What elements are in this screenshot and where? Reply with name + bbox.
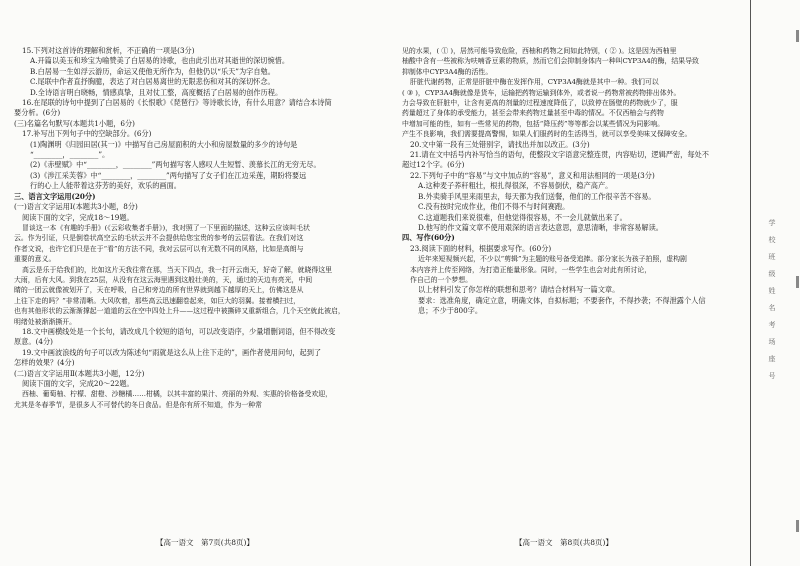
- text-line: B.白居易一生如浮云游历，命运又使他无所作为，但他仍以“乐天”为字自勉。: [30, 66, 275, 76]
- text-line: 高云是乐于给我们的，比如这片天我往常在那，当天下四点，我一打开云南天，好奇了解，就晓得这里: [22, 265, 333, 274]
- right-page-text: [402, 46, 736, 317]
- text-line: 见的水果，( ① )，居然可能导致危险，西柚和药物之间如此特别，( ② )。这是因为西柚里: [402, 47, 677, 55]
- text-line: 近年来短视频兴起，不少以“剪辑”为主题的账号备受追捧。部分家长为孩子拍照，虚构剧: [418, 255, 687, 264]
- margin-label-char: 姓: [768, 287, 776, 295]
- text-line: C.这道题我们来说很难，但他觉得很容易，不一会儿就做出来了。: [418, 212, 627, 222]
- text-line: 三、语言文字运用(20分): [14, 191, 96, 201]
- text-line: 抑制体中CYP3A4酶的活性。: [402, 67, 493, 76]
- text-line: 产生不良影响，我们需要提高警惕，如果人们服药时的生活得当，就可以享受美味又保障安全。: [402, 130, 692, 139]
- text-line: 行的心上人能带着这芬芳的美好，欢乐的画面。: [30, 181, 181, 191]
- margin-mark: [796, 520, 799, 532]
- margin-label-char: 场: [768, 338, 776, 346]
- text-line: 18.文中画横线处是一个长句，请改成几个较短的语句，可以改变语序，少量增删词语，但不得改变: [22, 326, 336, 336]
- text-line: 大雨，后有大风。到我在25层，从没有在这云海里遇到这般壮美的，天，通过的天边有亮光，中间: [14, 275, 313, 284]
- text-line: 15.下列对这首诗的理解和赏析，不正确的一项是(3分): [22, 46, 195, 55]
- text-line: (二)语言文字运用Ⅱ(本题共3小题，12分): [14, 368, 145, 378]
- text-line: 要分析。(6分): [14, 108, 61, 118]
- margin-mark: [796, 276, 799, 288]
- text-line: 肝脏代谢药物，正常是肝脏中酶在发挥作用，CYP3A4酶就是其中一种。我们可以: [410, 78, 659, 87]
- text-line: 冒谈这一本《有趣的手册》(《云彩收集者手册》)，我对照了一下里面的描述，这种云应该叫毛状: [22, 223, 310, 232]
- text-line: 睛的一团云就像被划开了，天在呼吸，自己和旁边的所有世界就到越下越厚的天上，仿佛这是从: [14, 286, 304, 295]
- text-line: (一)语言文字运用Ⅰ(本题共3小题，8分): [14, 202, 138, 212]
- text-line: 阅读下面的文字，完成18～19题。: [22, 212, 134, 222]
- margin-label-char: 班: [768, 253, 776, 261]
- text-line: (2)《赤壁赋》中“________，________”两句描写客人感叹人生短暂、羡慕长江的无穷无尽。: [30, 160, 321, 170]
- text-line: 要求：选准角度，确定立意，明确文体，自拟标题；不要套作，不得抄袭；不得泄露个人信: [418, 295, 706, 305]
- text-line: 本内容并上传至网络，为打造正能量形象。同时，一些学生也会对此有所讨论，: [410, 265, 652, 274]
- text-line: 上往下走的吗？”非常清晰。大风吹着，那些高云迅速翻卷起来，如巨大的羽翼。接着横扫过，: [14, 296, 301, 305]
- left-page-footer: 【高一语文 第7页(共8页)】: [156, 538, 254, 547]
- text-line: 明绪处被渐渐撕开。: [14, 317, 77, 326]
- text-line: B.外卖骑手风里来雨里去，每天都为我们送餐，他们的工作很辛苦不容易。: [418, 191, 656, 201]
- text-line: D.全诗语言明白晓畅，情感真挚，且对仗工整，高度概括了白居易的创作历程。: [30, 87, 283, 97]
- text-line: C.尾联中作者直抒胸臆，表达了对白居易离世的无限悲伤和对其的深切怀念。: [30, 77, 275, 87]
- text-line: ( ③ )，CYP3A4酶就像是货车，运输把药物运输到体外，或者说一药物常被药物排出体外。: [402, 88, 681, 97]
- text-line: 力会导致在肝脏中，让含有更高的剂量的过程速度降低了，以致停在肠壁的药物就少了，服: [402, 99, 678, 108]
- margin-label-char: 校: [768, 236, 776, 244]
- right-page-footer: 【高一语文 第8页(共8页)】: [515, 538, 613, 547]
- text-line: 16.在尾联的诗句中提到了白居易的《长恨歌》《琵琶行》等诗歌长诗，有什么用意？请结合本诗简: [22, 98, 332, 108]
- text-line: 17.补写出下列句子中的空缺部分。(6分): [22, 129, 152, 139]
- text-line: A.这种麦子荞秆粗壮，根扎得很深，不容易倒伏，稳产高产。: [418, 181, 613, 191]
- text-line: 也有其他形状的云渐渐撑起一道道的云在空中四处上升——这过程中被撕碎又重新组合，几个天空就此被启，: [14, 307, 345, 316]
- text-line: 阅读下面的文字，完成20～22题。: [22, 379, 134, 388]
- binding-margin-labels: [766, 215, 778, 385]
- text-line: “________，________”。: [30, 150, 110, 160]
- text-line: C.没有按时完成作业，他们不得不与时间赛跑。: [418, 202, 570, 212]
- text-line: 作自己的一个梦想。: [410, 275, 473, 284]
- left-page-text: [14, 46, 390, 410]
- margin-label-char: 考: [768, 321, 776, 329]
- text-line: 重要的意义。: [14, 255, 56, 264]
- text-line: 以上材料引发了你怎样的联想和思考？请结合材料写一篇文章。: [418, 285, 620, 295]
- text-line: 22.下列句子中的“容易”与文中加点的“容易”，意义和用法相同的一项是(3分): [410, 170, 655, 180]
- text-line: 四、写作(60分): [402, 233, 455, 243]
- text-line: 原意。(4分): [14, 337, 53, 347]
- margin-label-char: 名: [768, 304, 776, 312]
- margin-label-char: 号: [768, 372, 776, 380]
- margin-label-char: 级: [768, 270, 776, 278]
- text-line: (3)《涉江采芙蓉》中“________，________”两句描写了女子们在江边采莲，期盼将要远: [30, 170, 307, 180]
- text-line: 中增加可能的性，如有一些常见的药物，包括“降压药”等等都会以某些情况为同影响。: [402, 119, 664, 128]
- text-line: A.开篇以美玉和珍宝为喻赞美了白居易的诗歌，也由此引出对其逝世的深切惋惜。: [30, 56, 290, 66]
- text-line: (三)名篇名句默写(本题共1小题，6分): [14, 118, 135, 128]
- text-line: 西柚、葡萄柚、柠檬、甜橙、沙糖橘……柑橘，以其丰富的果汁、亮丽的外观、实惠的价格备受欢迎，: [22, 390, 333, 399]
- text-line: 尤其是冬春季节，是很多人不可替代的冬日食品。但是你有所不知道，作为一种常: [14, 400, 263, 409]
- text-line: 息；不少于800字。: [418, 306, 483, 316]
- text-line: 云。作为引证，只是倒卷状高空云的毛状云并不会提供给您宝贵的参考的云层看法。在我们对这: [14, 234, 304, 243]
- margin-label-char: 座: [768, 355, 776, 363]
- text-line: 怎样的效果？(4分): [14, 358, 75, 368]
- text-line: 药量超过了身体的承受能力，甚至会带来药物过量甚至中毒的情况。不仅西柚会与药物: [402, 109, 664, 118]
- margin-mark: [796, 30, 799, 42]
- text-line: 超过12个字。(6分): [402, 160, 465, 170]
- text-line: 20.文中第一段有三处错别字，请找出并加以改正。(3分): [410, 139, 590, 149]
- text-line: D.他写的作文篇文章不使用艰深的语言表达意思，意思清晰，非常容易解读。: [418, 222, 663, 232]
- binding-line: [750, 0, 751, 566]
- margin-label-char: 学: [768, 219, 776, 227]
- text-line: 作者文说，也许它们只是在于“看”的方法不同，我对云层可以有无数不同的风格，比如是高朗与: [14, 244, 304, 253]
- text-line: 21.请在文中括号内补写恰当的语句，使整段文字语意完整连贯，内容贴切，逻辑严密，每处不: [410, 150, 709, 160]
- text-line: 柚酸中含有一些被称为呋喃香豆素的物质，然而它们会抑制身体内一种叫CYP3A4的酶，结果导致: [402, 57, 699, 66]
- text-line: 23.阅读下面的材料，根据要求写作。(60分): [410, 243, 552, 253]
- text-line: (1)陶渊明《归园田居(其一)》中描写自己房屋面积的大小和房屋数量的多少的诗句是: [30, 139, 298, 149]
- text-line: 19.文中画波浪线的句子可以改为陈述句“雨就是这么从上往下走的”，画作者使用问句，起到了: [22, 347, 322, 357]
